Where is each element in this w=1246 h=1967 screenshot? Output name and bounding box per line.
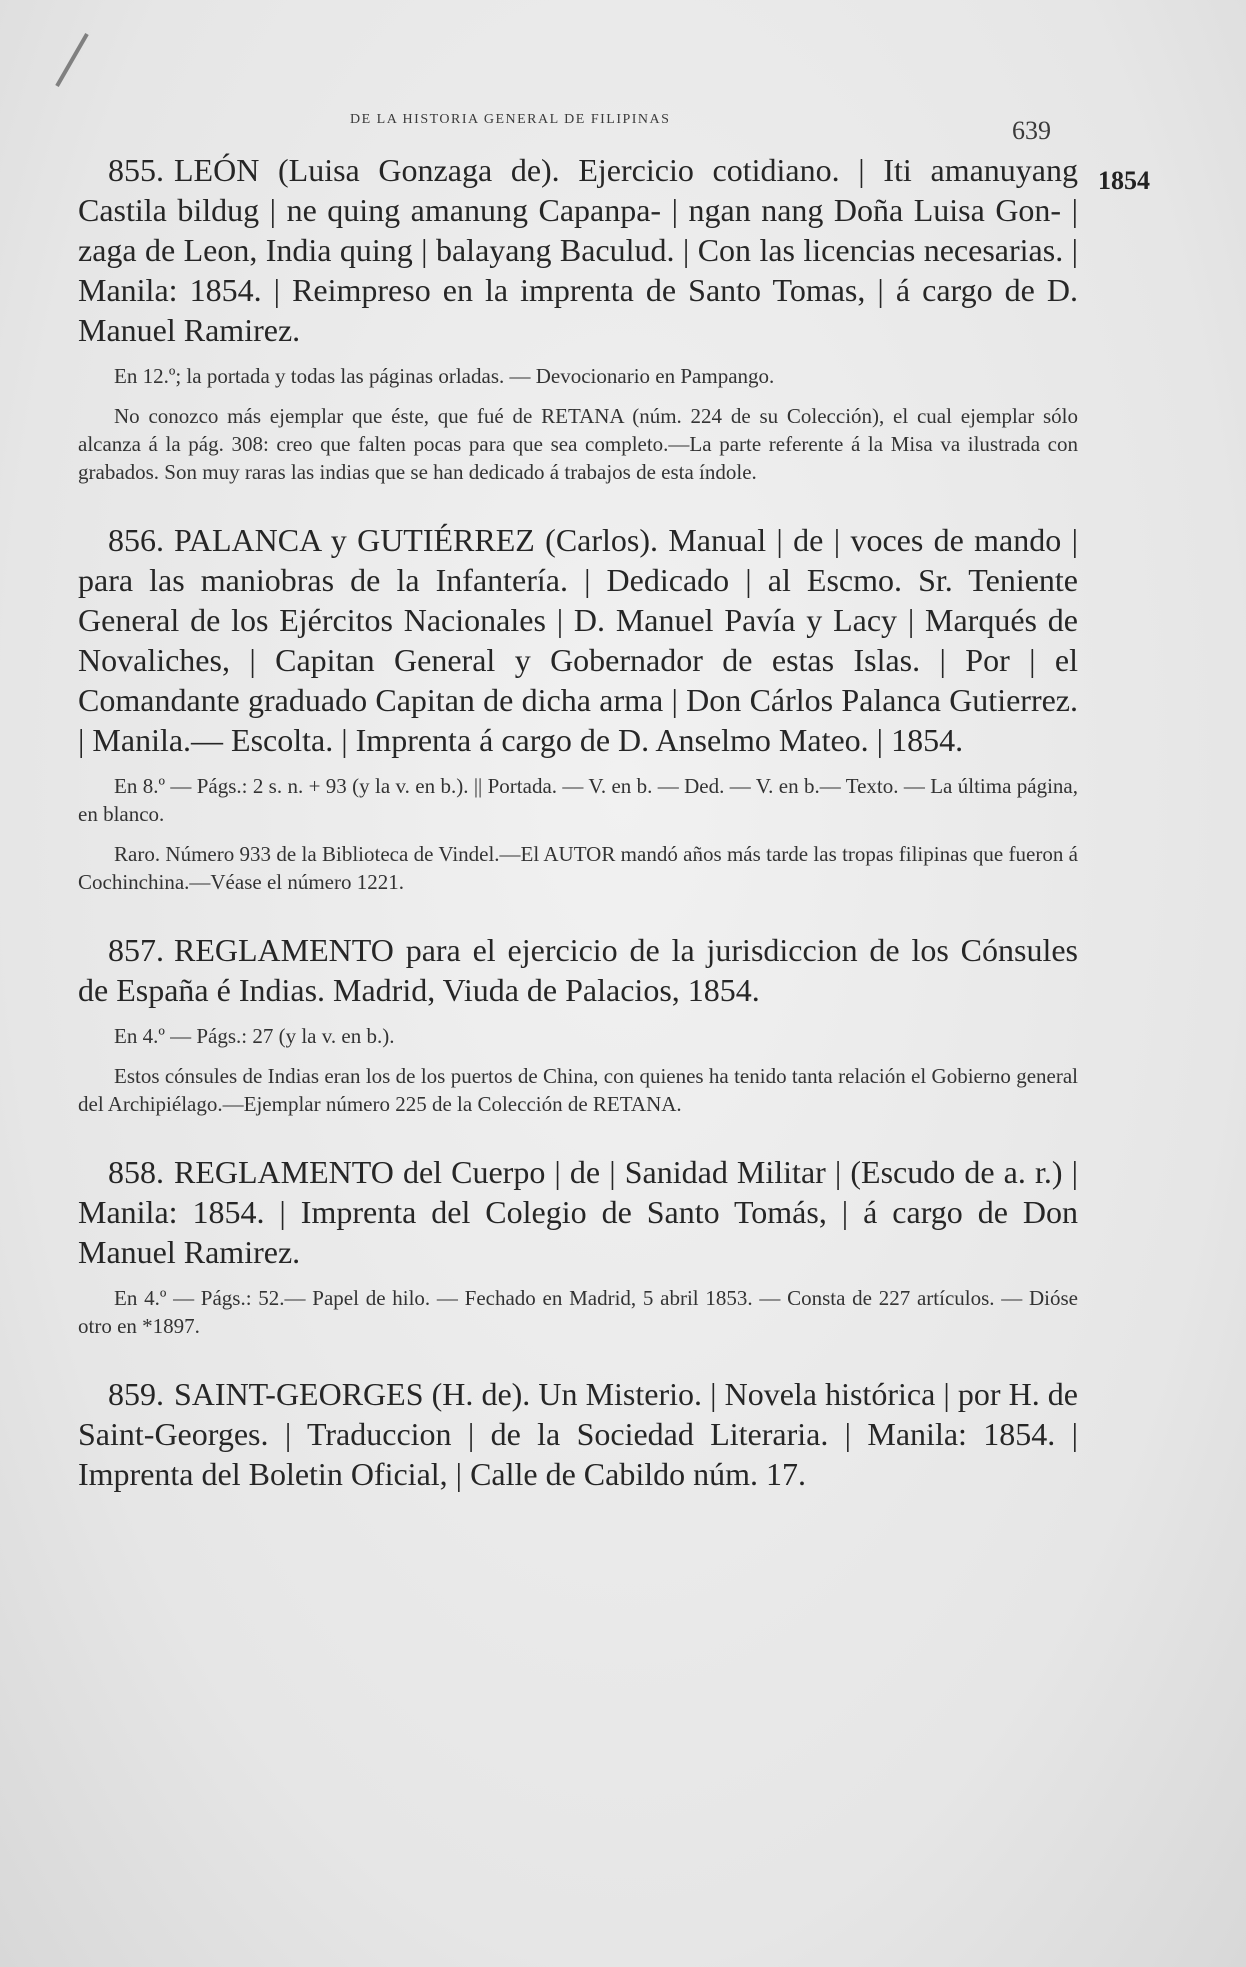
entries-list xyxy=(78,150,1078,1528)
entry-note: En 8.º — Págs.: 2 s. n. + 93 (y la v. en b.). || Portada. — V. en b. — Ded. — V. en b.— Texto. — La última página, en blanco. xyxy=(78,774,1078,826)
entry-number: 855. xyxy=(108,152,164,188)
entry-heading xyxy=(78,150,1078,350)
entry-heading xyxy=(78,1374,1078,1494)
entry-text: LEÓN (Luisa Gonzaga de). Ejercicio cotidiano. | Iti amanuyang Castila bildug | ne quing amanung Capanpa- | ngan nang Doña Luisa Gon- | zaga de Leon, India quing | balayang Baculud. | Con las licencias necesarias. | Manila: 1854. | Reimpreso en la imprenta de Santo Tomas, | á cargo de D. Manuel Ramirez. xyxy=(78,152,1078,348)
year-marker: 1854 xyxy=(1098,166,1150,195)
entry-number: 856. xyxy=(108,522,164,558)
entry-heading xyxy=(78,930,1078,1010)
entry-857 xyxy=(78,930,1078,1118)
entry-text: SAINT-GEORGES (H. de). Un Misterio. | Novela histórica | por H. de Saint-Georges. | Traduccion | de la Sociedad Literaria. | Manila: 1854. | Imprenta del Boletin Oficial, | Calle de Cabildo núm. 17. xyxy=(78,1376,1078,1492)
entry-note: En 4.º — Págs.: 52.— Papel de hilo. — Fechado en Madrid, 5 abril 1853. — Consta de 227 artículos. — Dióse otro en *1897. xyxy=(78,1286,1078,1338)
entry-number: 859. xyxy=(108,1376,164,1412)
running-head: DE LA HISTORIA GENERAL DE FILIPINAS xyxy=(350,112,671,127)
entry-number: 857. xyxy=(108,932,164,968)
entry-text: REGLAMENTO del Cuerpo | de | Sanidad Militar | (Escudo de a. r.) | Manila: 1854. | Imprenta del Colegio de Santo Tomás, | á cargo de Don Manuel Ramirez. xyxy=(78,1154,1078,1270)
page-number: 639 xyxy=(1012,116,1051,145)
entry-text: REGLAMENTO para el ejercicio de la jurisdiccion de los Cónsules de España é Indias. Madrid, Viuda de Palacios, 1854. xyxy=(78,932,1078,1008)
entry-note: En 12.º; la portada y todas las páginas orladas. — Devocionario en Pampango. xyxy=(114,364,775,388)
entry-text: PALANCA y GUTIÉRREZ (Carlos). Manual | de | voces de mando | para las maniobras de la Infantería. | Dedicado | al Escmo. Sr. Teniente General de los Ejércitos Nacionales | D. Manuel Pavía y Lacy | Marqués de Novaliches, | Capitan General y Gobernador de estas Islas. | Por | el Comandante graduado Capitan de dicha arma | Don Cárlos Palanca Gutierrez. | Manila.— Escolta. | Imprenta á cargo de D. Anselmo Mateo. | 1854. xyxy=(78,522,1078,758)
entry-note: No conozco más ejemplar que éste, que fué de RETANA (núm. 224 de su Colección), el cual ejemplar sólo alcanza á la pág. 308: creo que falten pocas para que sea completo.—La parte referente á la Misa va ilustrada con grabados. Son muy raras las indias que se han dedicado á trabajos de esta índole. xyxy=(78,404,1078,484)
pen-mark xyxy=(55,33,88,87)
entry-note: Raro. Número 933 de la Biblioteca de Vindel.—El AUTOR mandó años más tarde las tropas filipinas que fueron á Cochinchina.—Véase el número 1221. xyxy=(78,842,1078,894)
entry-855 xyxy=(78,150,1078,486)
entry-heading xyxy=(78,520,1078,760)
entry-note: Estos cónsules de Indias eran los de los puertos de China, con quienes ha tenido tanta relación el Gobierno general del Archipiélago.—Ejemplar número 225 de la Colección de RETANA. xyxy=(78,1064,1078,1116)
entry-858 xyxy=(78,1152,1078,1340)
entry-856 xyxy=(78,520,1078,896)
entry-heading xyxy=(78,1152,1078,1272)
entry-number: 858. xyxy=(108,1154,164,1190)
entry-859 xyxy=(78,1374,1078,1494)
entry-note: En 4.º — Págs.: 27 (y la v. en b.). xyxy=(114,1024,395,1048)
